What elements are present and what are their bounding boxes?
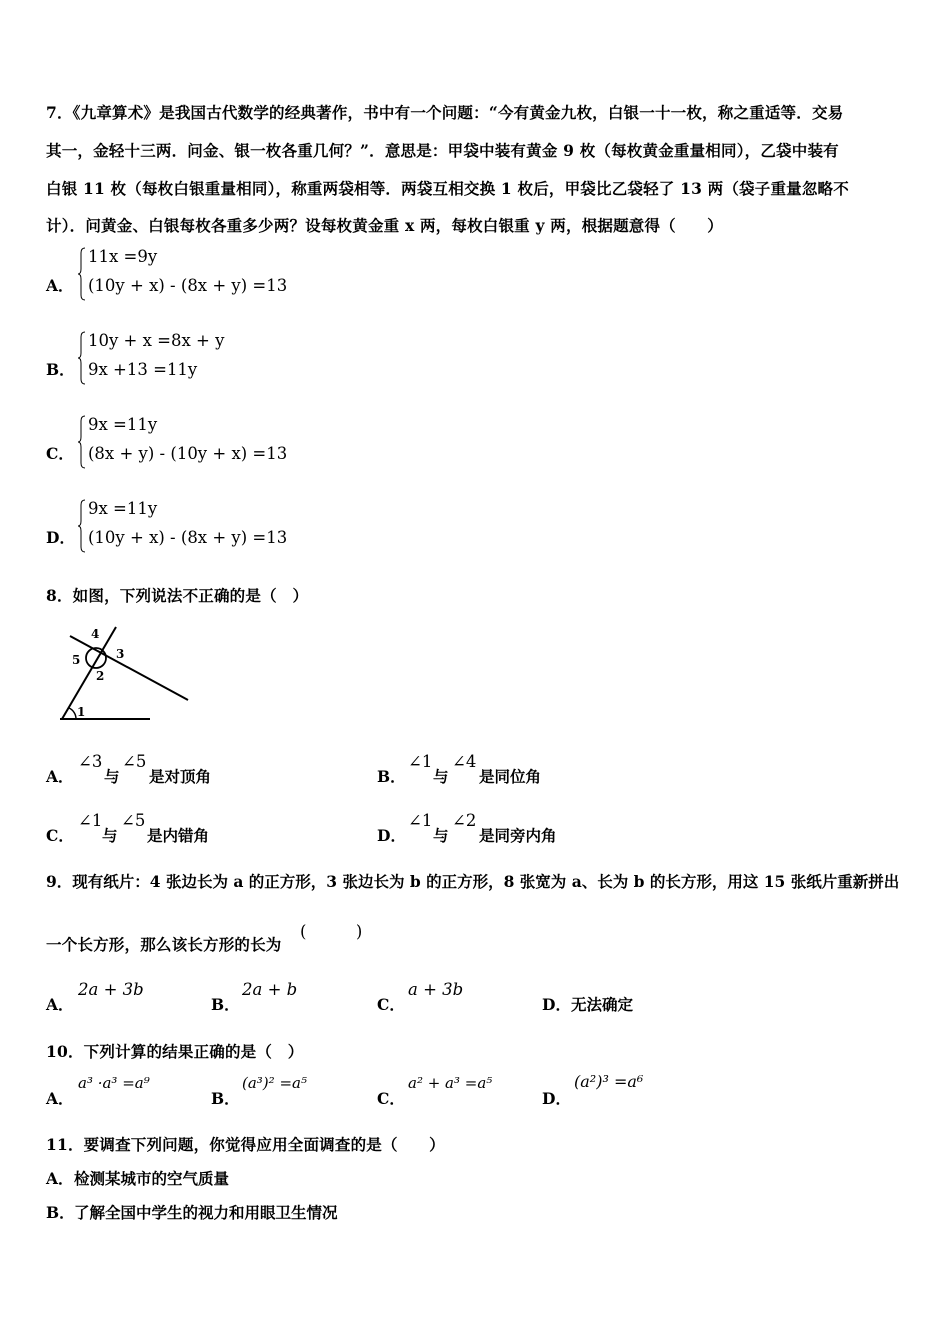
q10-option-c-value: a² + a³ =a⁵ xyxy=(408,1074,493,1092)
q7-option-d-eq1: 9x =11y xyxy=(88,499,158,518)
q7-option-b-eq2: 9x +13 =11y xyxy=(88,360,198,379)
left-brace-icon xyxy=(78,247,86,301)
left-brace-icon xyxy=(78,499,86,553)
q7-line-2: 其一，金轻十三两．问金、银一枚各重几何？”．意思是：甲袋中装有黄金 9 枚（每枚黄金重量相同），乙袋中装有 xyxy=(46,141,839,160)
q9-option-a-value: 2a + 3b xyxy=(78,980,144,999)
q8-option-b-label: B． xyxy=(377,767,406,786)
q8-option-b-tail: 是同位角 xyxy=(479,767,542,786)
q8-option-a-label: A． xyxy=(46,767,74,786)
q9-answer-paren: ( ) xyxy=(300,922,363,941)
q9-option-b-value: 2a + b xyxy=(242,980,298,999)
q8-option-a-angle1: ∠3 xyxy=(78,752,103,771)
q8-angle-figure xyxy=(58,622,193,726)
figure-line-slant xyxy=(62,627,116,719)
q7-option-b-eq1: 10y + x =8x + y xyxy=(88,331,225,350)
q9-line-2: 一个长方形，那么该长方形的长为 xyxy=(46,935,282,954)
q7-option-a-eq2: (10y + x) - (8x + y) =13 xyxy=(88,276,288,295)
q7-option-a-eq1: 11x =9y xyxy=(88,247,158,266)
figure-label-4: 4 xyxy=(91,627,100,641)
q8-option-c-mid: 与 xyxy=(102,826,118,845)
q7-option-b-label: B． xyxy=(46,360,75,379)
q8-option-a-angle2: ∠5 xyxy=(122,752,147,771)
q7-option-c-eq2: (8x + y) - (10y + x) =13 xyxy=(88,444,288,463)
q8-option-b-mid: 与 xyxy=(433,767,449,786)
q11-option-b-text: 了解全国中学生的视力和用眼卫生情况 xyxy=(74,1203,338,1222)
q9-option-b-label: B． xyxy=(211,995,240,1014)
q7-option-d-eq2: (10y + x) - (8x + y) =13 xyxy=(88,528,288,547)
q10-option-a-value: a³ ·a³ =a⁹ xyxy=(78,1074,150,1092)
q9-line-1: 9．现有纸片：4 张边长为 a 的正方形，3 张边长为 b 的正方形，8 张宽为 a、长为 b 的长方形，用这 15 张纸片重新拼出 xyxy=(46,872,900,891)
q7-line-1: 7．《九章算术》是我国古代数学的经典著作，书中有一个问题：“今有黄金九枚，白银一十一枚，称之重适等．交易 xyxy=(46,103,844,122)
q11-option-b-label: B． xyxy=(46,1203,75,1222)
q8-option-d-tail: 是同旁内角 xyxy=(479,826,557,845)
q8-stem: 8．如图，下列说法不正确的是（ ） xyxy=(46,586,309,605)
q8-option-a-tail: 是对顶角 xyxy=(149,767,212,786)
q8-option-b-angle2: ∠4 xyxy=(452,752,477,771)
q9-option-d-label: D． xyxy=(542,995,571,1014)
left-brace-icon xyxy=(78,415,86,469)
left-brace-icon xyxy=(78,331,86,385)
figure-label-2: 2 xyxy=(96,669,105,683)
q7-option-a-label: A． xyxy=(46,276,74,295)
figure-line-transversal xyxy=(70,636,188,700)
q11-option-a-text: 检测某城市的空气质量 xyxy=(74,1169,230,1188)
q10-option-b-value: (a³)² =a⁵ xyxy=(242,1074,307,1092)
q7-option-c-label: C． xyxy=(46,444,74,463)
q11-stem: 11．要调查下列问题，你觉得应用全面调查的是（ ） xyxy=(46,1135,445,1154)
figure-label-5: 5 xyxy=(72,653,81,667)
q10-stem: 10．下列计算的结果正确的是（ ） xyxy=(46,1042,304,1061)
q8-option-d-angle1: ∠1 xyxy=(408,811,433,830)
q10-option-b-label: B． xyxy=(211,1089,240,1108)
q10-option-d-value: (a²)³ =a⁶ xyxy=(574,1072,644,1091)
q10-option-d-label: D． xyxy=(542,1089,571,1108)
figure-label-1: 1 xyxy=(77,705,86,719)
q8-option-a-mid: 与 xyxy=(104,767,120,786)
figure-angle-1-arc xyxy=(69,708,76,719)
q11-option-a-label: A． xyxy=(46,1169,74,1188)
q7-line-3: 白银 11 枚（每枚白银重量相同），称重两袋相等．两袋互相交换 1 枚后，甲袋比乙袋轻了 13 两（袋子重量忽略不 xyxy=(46,179,849,198)
q10-option-a-label: A． xyxy=(46,1089,74,1108)
q8-option-d-label: D． xyxy=(377,826,406,845)
q9-option-c-value: a + 3b xyxy=(408,980,464,999)
q8-option-c-label: C． xyxy=(46,826,74,845)
q9-option-c-label: C． xyxy=(377,995,405,1014)
q10-option-c-label: C． xyxy=(377,1089,405,1108)
q9-option-a-label: A． xyxy=(46,995,74,1014)
q8-option-c-angle1: ∠1 xyxy=(78,811,103,830)
q8-option-c-angle2: ∠5 xyxy=(121,811,146,830)
q7-option-d-label: D． xyxy=(46,528,75,547)
q7-option-c-eq1: 9x =11y xyxy=(88,415,158,434)
q8-option-d-angle2: ∠2 xyxy=(452,811,477,830)
q8-option-d-mid: 与 xyxy=(433,826,449,845)
q9-option-d-value: 无法确定 xyxy=(571,995,634,1014)
q8-option-c-tail: 是内错角 xyxy=(147,826,210,845)
q7-line-4: 计）．问黄金、白银每枚各重多少两？设每枚黄金重 x 两，每枚白银重 y 两，根据题意得（ ） xyxy=(46,216,723,235)
q8-option-b-angle1: ∠1 xyxy=(408,752,433,771)
figure-label-3: 3 xyxy=(116,647,125,661)
